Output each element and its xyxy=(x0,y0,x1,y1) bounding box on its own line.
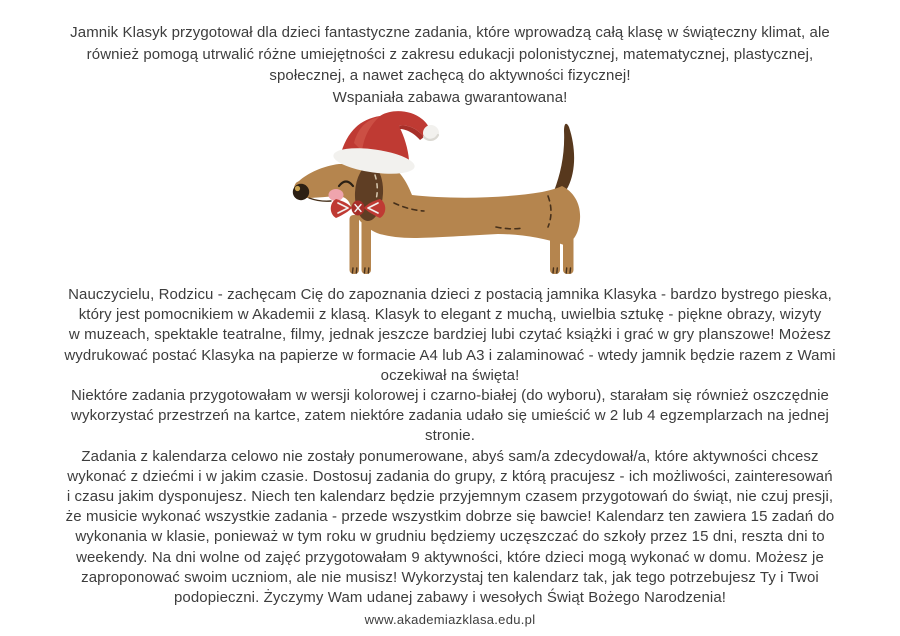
calendar-paragraph xyxy=(0,447,900,609)
text-line: również pomogą utrwalić różne umiejętności z zakresu edukacji polonistycznej, matematycznej, plastycznej, xyxy=(86,45,814,63)
bow-left-wing xyxy=(331,199,352,218)
dog-claws xyxy=(352,268,570,273)
text-line: Zadania z kalendarza celowo nie zostały ponumerowane, abyś sam/a zdecydował/a, które aktywności chcesz xyxy=(81,447,819,465)
text-line: który jest pomocnikiem w Akademii z klasą. Klasyk to elegant z muchą, uwielbia sztukę - piękne obrazy, wizyty xyxy=(78,306,822,324)
text-line: w muzeach, spektakle teatralne, filmy, jednak jeszcze bardziej lubi czytać książki i grać w gry planszowe! Możesz xyxy=(68,326,832,344)
text-line: społecznej, a nawet zachęcą do aktywności fizycznej! xyxy=(269,67,631,84)
text-line: że musicie wykonać wszystkie zadania - przede wszystkim dobrze się bawcie! Kalendarz ten zawiera 15 zadań do xyxy=(65,508,835,526)
text-line: wykonać z dziećmi i w jakim czasie. Dostosuj zadania do grupy, z którą pracujesz - ich możliwości, zainteresowań xyxy=(67,467,833,485)
versions-paragraph xyxy=(0,386,900,447)
text-line: wykonania w klasie, ponieważ w tym roku w grudniu będziemy uczęszczać do szkoły przez 15 dni, reszta dni to xyxy=(75,528,825,546)
dog-illustration xyxy=(280,108,620,285)
dog-front-leg xyxy=(350,215,360,274)
text-line: podopieczni. Życzymy Wam udanej zabawy i wesołych Świąt Bożego Narodzenia! xyxy=(173,589,727,607)
dog-nose xyxy=(293,184,309,200)
dog-nose-highlight xyxy=(295,186,300,191)
text-line: Niektóre zadania przygotowałam w wersji kolorowej i czarno-białej (do wyboru), starałam się również oszczędnie xyxy=(71,387,829,405)
text-line: oczekiwał na święta! xyxy=(380,366,520,384)
text-line: stronie. xyxy=(425,427,475,445)
intro-paragraph xyxy=(0,0,900,108)
dachshund-illustration-svg xyxy=(280,108,620,285)
text-line: Wspaniała zabawa gwarantowana! xyxy=(332,88,568,106)
dog-tail xyxy=(554,124,574,194)
text-line: Jamnik Klasyk przygotował dla dzieci fantastyczne zadania, które wprowadzą całą klasę w świąteczny klimat, ale xyxy=(70,24,830,41)
dog-mouth-line xyxy=(309,198,331,201)
text-line: wykorzystać przestrzeń na kartce, zatem niektóre zadania udało się umieścić w 2 lub 4 egzemplarzach na jednej xyxy=(71,407,829,425)
text-line: i czasu jakim dysponujesz. Niech ten kalendarz będzie przyjemnym czasem przygotowań do świąt, nie czuj presji, xyxy=(66,488,834,506)
website-url: www.akademiazklasa.edu.pl xyxy=(364,612,536,628)
text-line: Nauczycielu, Rodzicu - zachęcam Cię do zapoznania dzieci z postacią jamnika Klasyka - bardzo bystrego pieska, xyxy=(68,286,832,303)
text-line: weekendy. Na dni wolne od zajęć przygotowałam 9 aktywności, które dzieci mogą wykonać w domu. Możesz je xyxy=(76,548,824,566)
text-line: wydrukować postać Klasyka na papierze w formacie A4 lub A3 i zalaminować - wtedy jamnik będzie razem z Wami xyxy=(64,346,836,364)
about-paragraph xyxy=(0,285,900,386)
bow-tie xyxy=(331,199,386,218)
text-line: zaproponować swoim uczniom, ale nie musisz! Wykorzystaj ten kalendarz tak, jak tego potrzebujesz Ty i Twoi xyxy=(81,568,819,586)
